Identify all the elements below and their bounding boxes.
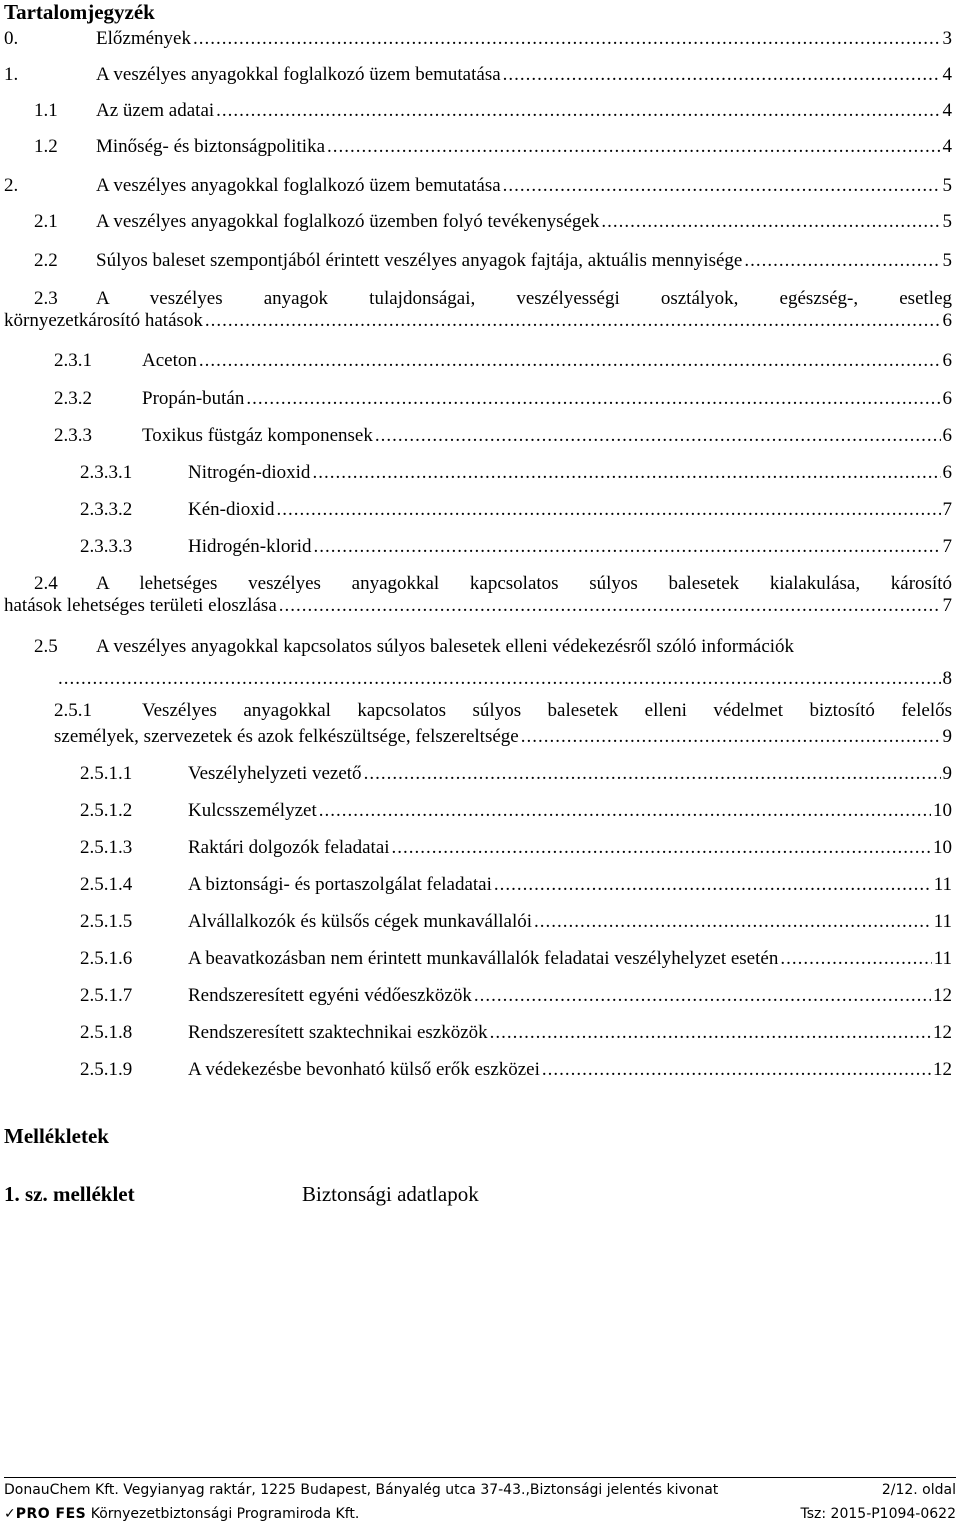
toc-entry-title: Propán-bután (142, 388, 245, 409)
toc-page-number: 5 (942, 250, 952, 271)
toc-page-number: 9 (942, 763, 952, 784)
toc-number: 2.5.1.7 (80, 985, 133, 1006)
toc-entry-title: Raktári dolgozók feladatai (188, 837, 390, 858)
toc-page-number: 6 (942, 462, 952, 483)
toc-entry-title: Súlyos baleset szempontjából érintett veszélyes anyagok fajtája, aktuális mennyisége (96, 250, 743, 271)
toc-page-number: 11 (933, 874, 952, 895)
toc-entry-title: Kén-dioxid (188, 499, 275, 520)
toc-entry-title: Kulcsszemélyzet (188, 800, 317, 821)
toc-entry[interactable] (0, 288, 952, 332)
toc-number: 1.1 (34, 100, 58, 121)
toc-number: 2.5.1.6 (80, 948, 133, 969)
toc-entry-title: A veszélyes anyagokkal kapcsolatos súlyos balesetek elleni védekezésről szóló információk (96, 636, 795, 657)
toc-number: 2.5.1.1 (80, 763, 133, 784)
toc-entry-title: Rendszeresített egyéni védőeszközök (188, 985, 472, 1006)
toc-leader-dots (205, 310, 941, 332)
toc-entry-title: A veszélyes anyagokkal foglalkozó üzem bemutatása (96, 175, 501, 196)
toc-page-number: 11 (933, 948, 952, 969)
toc-leader-dots (364, 763, 941, 785)
toc-entry[interactable] (0, 350, 952, 372)
toc-entry[interactable] (0, 948, 952, 970)
toc-entry[interactable] (0, 425, 952, 447)
toc-entry-title: Minőség- és biztonságpolitika (96, 136, 326, 157)
toc-number: 2.3.1 (54, 350, 92, 371)
toc-entry-title-continued: személyek, szervezetek és azok felkészültsége, felszereltsége (54, 726, 519, 747)
toc-leader-dots (542, 1059, 931, 1081)
toc-number: 2.5.1.4 (80, 874, 133, 895)
toc-entry[interactable] (0, 462, 952, 484)
toc-leader-dots (319, 800, 931, 822)
toc-page-number: 12 (933, 985, 952, 1006)
toc-number: 2.3.3.2 (80, 499, 133, 520)
toc-title: Tartalomjegyzék (4, 0, 155, 24)
toc-number: 2.3.2 (54, 388, 92, 409)
toc-entry-title: Toxikus füstgáz komponensek (142, 425, 373, 446)
toc-page-number: 6 (942, 310, 952, 331)
toc-entry[interactable] (0, 636, 952, 690)
toc-page-number: 4 (942, 100, 952, 121)
toc-entry[interactable] (0, 1022, 952, 1044)
toc-number: 2.5.1.5 (80, 911, 133, 932)
toc-entry-title: Rendszeresített szaktechnikai eszközök (188, 1022, 488, 1043)
toc-entry-title: Előzmények (96, 28, 191, 49)
toc-number: 2.5.1.8 (80, 1022, 133, 1043)
toc-number: 2.2 (34, 250, 58, 271)
toc-page-number: 7 (942, 595, 952, 616)
toc-page-number: 12 (933, 1059, 952, 1080)
toc-number: 2.5.1.2 (80, 800, 133, 821)
toc-number: 2.4 (34, 573, 58, 594)
toc-page-number: 9 (942, 726, 952, 747)
toc-page-number: 5 (942, 175, 952, 196)
toc-number: 2.3 (34, 288, 58, 309)
annex-number: 1. sz. melléklet (4, 1182, 135, 1206)
toc-leader-dots (199, 350, 941, 372)
page-footer (4, 1477, 956, 1526)
toc-leader-dots (216, 100, 940, 122)
toc-entry[interactable] (0, 388, 952, 410)
toc-leader-dots (312, 462, 940, 484)
toc-entry-title: Aceton (142, 350, 197, 371)
toc-entry-title: A biztonsági- és portaszolgálat feladatai (188, 874, 492, 895)
toc-entry[interactable] (0, 911, 952, 933)
toc-page-number: 11 (933, 911, 952, 932)
footer-document-info: DonauChem Kft. Vegyianyag raktár, 1225 Budapest, Bányalég utca 37-43.,Biztonsági jelentés kivonat (4, 1482, 719, 1498)
toc-entry-title: A veszélyes anyagokkal foglalkozó üzemben folyó tevékenységek (96, 211, 600, 232)
toc-entry-title: Alvállalkozók és külsős cégek munkavállalói (188, 911, 533, 932)
toc-number: 2.3.3.3 (80, 536, 133, 557)
toc-page-number: 12 (933, 1022, 952, 1043)
toc-page-number: 8 (942, 668, 952, 689)
toc-entry[interactable] (0, 874, 952, 896)
toc-page-number: 4 (942, 64, 952, 85)
toc-number: 2.5.1.3 (80, 837, 133, 858)
toc-entry[interactable] (0, 211, 952, 233)
toc-entry[interactable] (0, 499, 952, 521)
toc-leader-dots (490, 1022, 931, 1044)
toc-entry[interactable] (0, 250, 952, 272)
toc-leader-dots (521, 726, 941, 748)
toc-leader-dots (246, 388, 940, 410)
annex-title: Mellékletek (4, 1124, 109, 1148)
toc-page-number: 4 (942, 136, 952, 157)
toc-entry-title: A veszélyes anyagokkal foglalkozó üzem bemutatása (96, 64, 501, 85)
toc-entry-title: A védekezésbe bevonható külső erők eszközei (188, 1059, 540, 1080)
toc-page-number: 6 (942, 350, 952, 371)
toc-leader-dots (744, 250, 940, 272)
toc-entry[interactable] (0, 64, 952, 86)
toc-entry-title-continued: környezetkárosító hatások (4, 310, 203, 331)
toc-leader-dots (327, 136, 940, 158)
toc-number: 0. (4, 28, 19, 49)
toc-entry[interactable] (0, 763, 952, 785)
toc-leader-dots (279, 595, 941, 617)
toc-leader-dots (494, 874, 932, 896)
toc-entry[interactable] (0, 700, 952, 748)
toc-entry[interactable] (0, 536, 952, 558)
toc-number: 2.5.1.9 (80, 1059, 133, 1080)
toc-leader-dots (474, 985, 931, 1007)
footer-reference-number: Tsz: 2015-P1094-0622 (800, 1506, 956, 1522)
toc-leader-dots (277, 499, 941, 521)
toc-leader-dots (503, 175, 941, 197)
toc-entry-title: A beavatkozásban nem érintett munkavállalók feladatai veszélyhelyzet esetén (188, 948, 779, 969)
toc-number: 1. (4, 64, 19, 85)
toc-leader-dots (375, 425, 941, 447)
toc-leader-dots (780, 948, 931, 970)
toc-page-number: 6 (942, 388, 952, 409)
footer-company (4, 1502, 359, 1526)
toc-entry[interactable] (0, 136, 952, 158)
check-icon: ✓ (4, 1506, 16, 1522)
toc-entry-title: Veszélyes anyagokkal kapcsolatos súlyos balesetek elleni védelmet biztosító felelős (142, 700, 952, 721)
toc-number: 2.3.3.1 (80, 462, 133, 483)
toc-entry-title: Nitrogén-dioxid (188, 462, 311, 483)
toc-number: 2.3.3 (54, 425, 92, 446)
toc-entry[interactable] (0, 175, 952, 197)
toc-entry-title: Az üzem adatai (96, 100, 215, 121)
footer-company-name: Környezetbiztonsági Programiroda Kft. (90, 1506, 360, 1522)
toc-page-number: 10 (933, 800, 952, 821)
toc-number: 1.2 (34, 136, 58, 157)
toc-leader-dots (601, 211, 940, 233)
toc-leader-dots (534, 911, 932, 933)
toc-entry-title: Veszélyhelyzeti vezető (188, 763, 362, 784)
toc-leader-dots (503, 64, 941, 86)
toc-entry[interactable] (0, 985, 952, 1007)
toc-entry-title: A lehetséges veszélyes anyagokkal kapcsolatos súlyos balesetek kialakulása, károsító (96, 573, 952, 594)
brand-logo-text: PRO FES (15, 1506, 87, 1522)
toc-page-number: 5 (942, 211, 952, 232)
toc-number: 2.1 (34, 211, 58, 232)
toc-entry-title-continued: hatások lehetséges területi eloszlása (4, 595, 277, 616)
toc-leader-dots (193, 28, 941, 50)
toc-leader-dots (392, 837, 931, 859)
toc-leader-dots (313, 536, 940, 558)
toc-entry[interactable] (0, 100, 952, 122)
annex-name: Biztonsági adatlapok (302, 1182, 479, 1206)
toc-page-number: 7 (942, 536, 952, 557)
toc-leader-dots (58, 668, 941, 690)
toc-page-number: 6 (942, 425, 952, 446)
toc-number: 2.5.1 (54, 700, 92, 721)
toc-page-number: 10 (933, 837, 952, 858)
toc-number: 2. (4, 175, 19, 196)
toc-page-number: 3 (942, 28, 952, 49)
toc-entry[interactable] (0, 837, 952, 859)
toc-entry-title: A veszélyes anyagok tulajdonságai, veszélyességi osztályok, egészség-, esetleg (96, 288, 952, 309)
toc-entry[interactable] (0, 1059, 952, 1081)
toc-page-number: 7 (942, 499, 952, 520)
toc-entry[interactable] (0, 28, 952, 50)
toc-number: 2.5 (34, 636, 58, 657)
toc-entry[interactable] (0, 800, 952, 822)
toc-entry[interactable] (0, 573, 952, 617)
toc-entry-title: Hidrogén-klorid (188, 536, 312, 557)
footer-page-number: 2/12. oldal (881, 1482, 956, 1498)
